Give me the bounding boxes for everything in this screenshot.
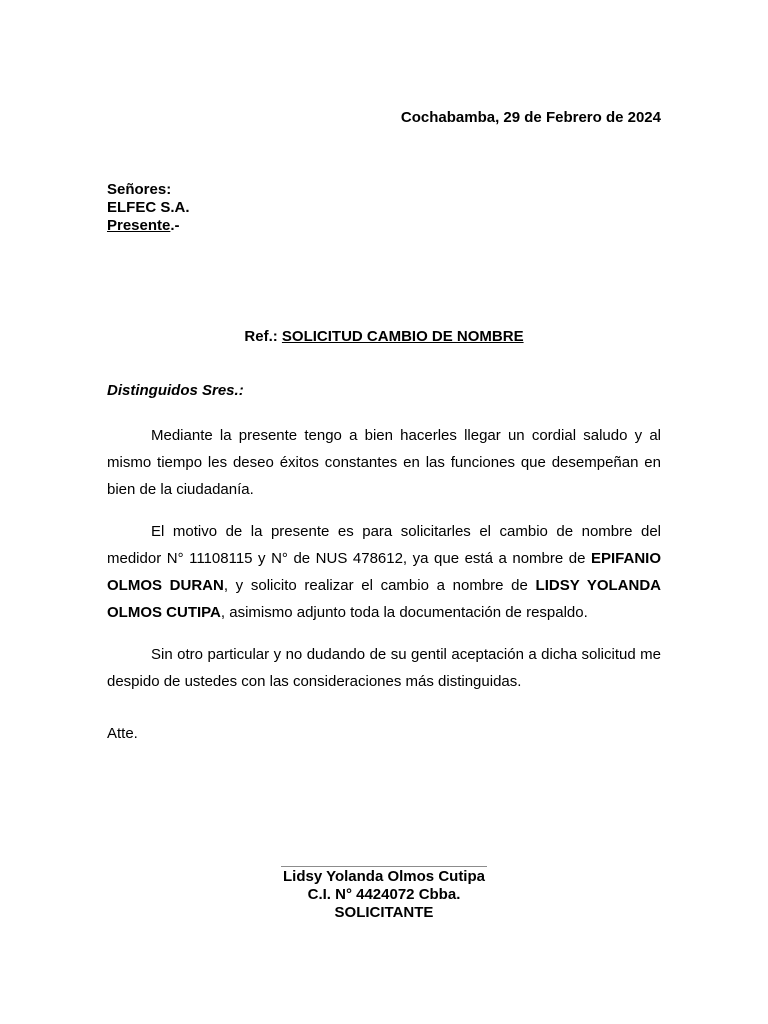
presente-word: Presente bbox=[107, 217, 171, 234]
body-paragraph-1: Mediante la presente tengo a bien hacerles llegar un cordial saludo y al mismo tiempo les deseo éxitos constantes en las funciones que desempeñan en bien de la ciudadanía. bbox=[107, 427, 661, 498]
reference-label: Ref.: bbox=[244, 328, 278, 345]
body-paragraph-2 bbox=[107, 518, 661, 626]
body-paragraph-3: Sin otro particular y no dudando de su gentil aceptación a dicha solicitud me despido de ustedes con las consideraciones más distinguidas. bbox=[107, 646, 661, 690]
signer-role: SOLICITANTE bbox=[334, 904, 434, 921]
signature-block bbox=[280, 866, 488, 922]
reference-line bbox=[107, 328, 661, 346]
closing: Atte. bbox=[107, 725, 138, 742]
date-line: Cochabamba, 29 de Febrero de 2024 bbox=[400, 109, 661, 126]
paragraph2-text-2: , y solicito realizar el cambio a nombre de bbox=[223, 577, 536, 594]
addressee-presente bbox=[107, 217, 190, 235]
signer-name: Lidsy Yolanda Olmos Cutipa bbox=[283, 868, 485, 885]
paragraph2-text-3: , asimismo adjunto toda la documentación de respaldo. bbox=[220, 604, 588, 621]
signature-line bbox=[281, 866, 487, 867]
reference-subject: SOLICITUD CAMBIO DE NOMBRE bbox=[281, 328, 524, 345]
current-holder-name: EPIFANIO OLMOS DURAN bbox=[107, 550, 661, 594]
paragraph2-text-1: El motivo de la presente es para solicitarles el cambio de nombre del medidor N° 11108115 y N° de NUS 478612, ya que está a nombre de bbox=[107, 523, 661, 567]
new-holder-name: LIDSY YOLANDA OLMOS CUTIPA bbox=[107, 577, 662, 621]
presente-suffix: .- bbox=[170, 217, 180, 234]
signer-id: C.I. N° 4424072 Cbba. bbox=[307, 886, 461, 903]
addressee-block bbox=[107, 181, 190, 235]
addressee-company: ELFEC S.A. bbox=[107, 199, 190, 216]
addressee-salutation: Señores: bbox=[107, 181, 172, 198]
greeting: Distinguidos Sres.: bbox=[107, 382, 244, 399]
